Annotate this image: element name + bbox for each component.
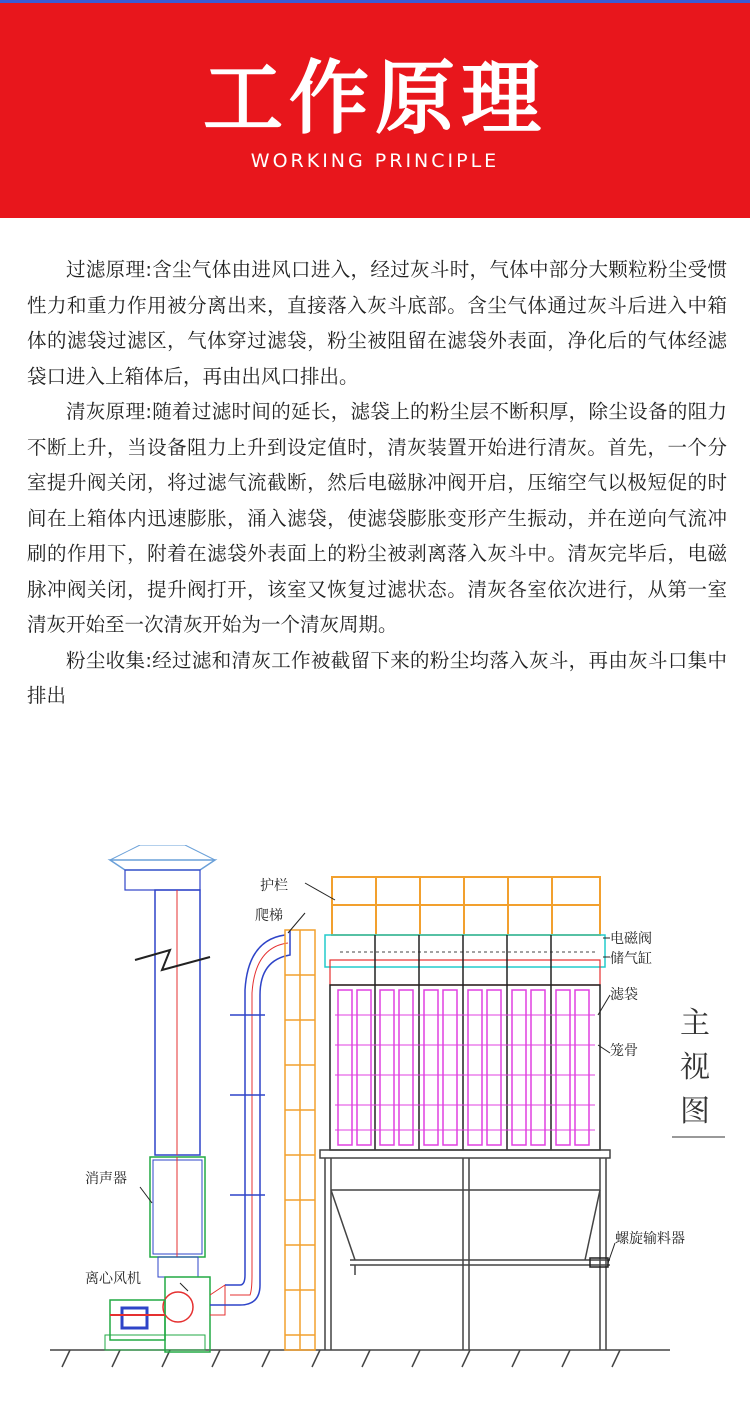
filtration-paragraph: 过滤原理:含尘气体由进风口进入，经过灰斗时，气体中部分大颗粒粉尘受惯性力和重力作用被分离出来，直接落入灰斗底部。含尘气体通过灰斗后进入中箱体的滤袋过滤区，气体穿过滤袋，粉尘被阻留在滤袋外表面，净化后的气体经滤袋口进入上箱体后，再由出风口排出。 [27, 258, 727, 388]
view-name-char-3: 图 [680, 1094, 710, 1129]
cage-label: 笼骨 [610, 1043, 638, 1059]
header-banner [0, 3, 750, 218]
view-name [672, 1006, 725, 1137]
cleaning-paragraph: 清灰原理:随着过滤时间的延长，滤袋上的粉尘层不断积厚，除尘设备的阻力不断上升，当设备阻力上升到设定值时，清灰装置开始进行清灰。首先，一个分室提升阀关闭，将过滤气流截断，然后电磁脉冲阀开启，压缩空气以极短促的时间在上箱体内迅速膨胀，涌入滤袋，使滤袋膨胀变形产生振动，并在逆向气流冲刷的作用下，附着在滤袋外表面上的粉尘被剥离落入灰斗中。清灰完毕后，电磁脉冲阀关闭，提升阀打开，该室又恢复过滤状态。清灰各室依次进行，从第一室清灰开始至一次清灰开始为一个清灰周期。 [27, 400, 727, 636]
solenoid-valve-label: 电磁阀 [610, 931, 652, 947]
screw-conveyor-label: 螺旋输料器 [615, 1231, 685, 1247]
silencer-label: 消声器 [85, 1171, 127, 1187]
upper-box [325, 935, 605, 985]
view-name-char-2: 视 [680, 1050, 710, 1085]
principle-text [27, 252, 727, 714]
page-title: 工作原理 [203, 52, 547, 145]
ladder [285, 930, 315, 1350]
filter-bag-label: 滤袋 [610, 987, 638, 1003]
ladder-label: 爬梯 [255, 908, 283, 924]
guardrail [332, 877, 600, 935]
page-subtitle: WORKING PRINCIPLE [250, 150, 500, 172]
guardrail-label: 护栏 [260, 878, 288, 894]
view-name-char-1: 主 [680, 1006, 710, 1041]
leader-lines [140, 883, 615, 1291]
centrifugal-fan-label: 离心风机 [85, 1271, 141, 1287]
air-tank-label: 储气缸 [610, 951, 652, 967]
centrifugal-fan-assembly [105, 1277, 225, 1352]
dust-collection-paragraph: 粉尘收集:经过滤和清灰工作被截留下来的粉尘均落入灰斗，再由灰斗口集中排出 [27, 648, 727, 707]
hopper-and-supports [320, 1150, 610, 1350]
exhaust-stack [110, 845, 215, 1277]
ground [50, 1350, 670, 1367]
inlet-duct [210, 930, 290, 1305]
front-view-diagram [50, 845, 740, 1390]
